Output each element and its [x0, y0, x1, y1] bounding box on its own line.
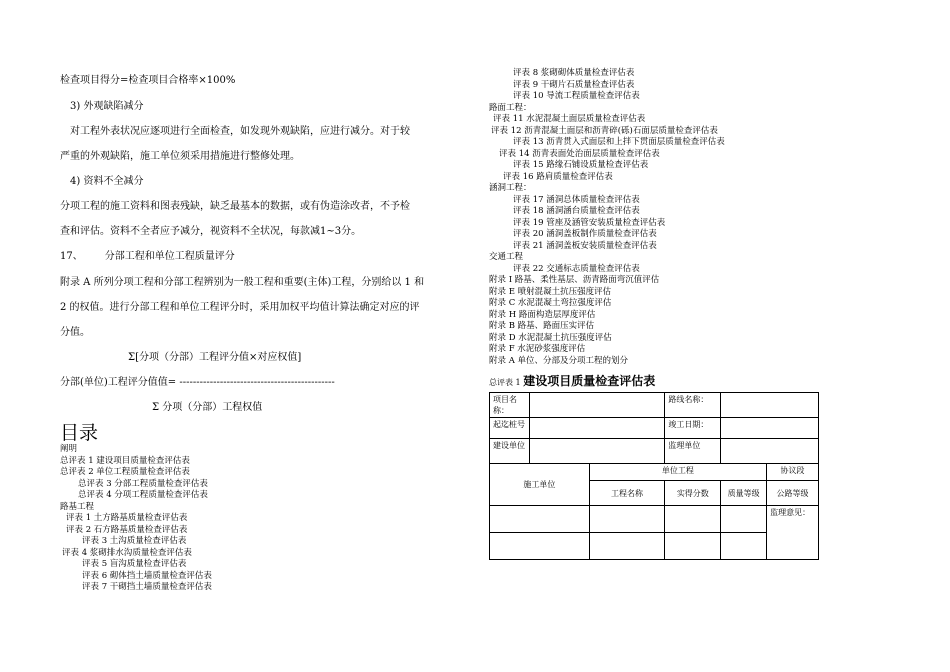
toc-entry: 附录 C 水泥混凝土弯拉强度评估 [489, 298, 612, 308]
form-row-blank-1 [490, 506, 819, 533]
toc-entry: 附录 I 路基、柔性基层、沥青路面弯沉值评估 [489, 275, 660, 285]
summary-table-title: 建设项目质量检查评估表 [523, 374, 656, 388]
section-3-body-line-2: 严重的外观缺陷，施工单位须采用措施进行整修处理。 [60, 151, 300, 162]
toc-entry: 总评表 1 建设项目质量检查评估表 [60, 455, 190, 466]
toc-entry: 附录 B 路基、路面压实评估 [489, 321, 595, 331]
toc-list-right [489, 68, 819, 367]
toc-entry: 评表 6 砌体挡土墙质量检查评估表 [82, 570, 212, 581]
toc-entry: 评表 1 土方路基质量检查评估表 [66, 513, 188, 523]
project-name-column: 工程名称 [589, 481, 665, 506]
toc-list-left [60, 444, 465, 594]
toc-entry: 评表 22 交通标志质量检查评估表 [513, 263, 640, 274]
contractor-label: 施工单位 [490, 464, 590, 506]
right-column [489, 68, 819, 560]
section-4-body-line-2: 查和评估。资料不全者应予减分，视资料不全状况，每款减1~3分。 [60, 226, 362, 237]
toc-entry: 总评表 4 分项工程质量检查评估表 [78, 490, 208, 500]
toc-entry: 路基工程 [60, 501, 95, 512]
toc-entry: 评表 3 土沟质量检查评估表 [82, 536, 187, 546]
form-row-project [490, 393, 819, 418]
station-label: 起迄桩号 [490, 418, 530, 439]
toc-entry: 评表 7 干砌挡土墙质量检查评估表 [82, 582, 212, 592]
toc-entry: 评表 2 石方路基质量检查评估表 [66, 524, 188, 535]
toc-entry: 评表 11 水泥混凝土面层质量检查评估表 [493, 114, 646, 124]
toc-entry: 附录 F 水泥砂浆强度评估 [489, 344, 586, 354]
road-grade-label: 公路等级 [767, 481, 819, 506]
summary-form-table [489, 392, 819, 560]
toc-entry: 涵洞工程： [489, 183, 532, 193]
toc-entry: 评表 14 沥青表面处治面层质量检查评估表 [499, 148, 660, 159]
section-4-title: 4) 资料不全减分 [70, 176, 144, 187]
score-formula: 检查项目得分=检查项目合格率×100% [60, 75, 236, 86]
toc-entry: 评表 18 涵洞涵台质量检查评估表 [513, 206, 640, 216]
toc-entry: 评表 16 路肩质量检查评估表 [503, 171, 613, 182]
section-17-heading [60, 251, 465, 263]
form-row-station [490, 418, 819, 439]
formula-denominator: Σ 分项（分部）工程权值 [152, 402, 263, 413]
toc-entry: 评表 13 沥青贯入式面层和上拌下贯面层质量检查评估表 [513, 137, 725, 147]
form-row-unit-header [490, 464, 819, 481]
section-17-number: 17、 [60, 251, 83, 262]
toc-entry: 评表 9 干砌片石质量检查评估表 [513, 79, 635, 90]
section-17-body-line-2: 2 的权值。进行分部工程和单位工程评分时，采用加权平均值计算法确定对应的评 [60, 302, 420, 313]
toc-entry: 总评表 2 单位工程质量检查评估表 [60, 467, 190, 477]
completion-date-value [721, 418, 819, 439]
supervisor-label: 监理单位 [665, 439, 721, 464]
section-3-body-line-1: 对工程外表状况应逐项进行全面检查，如发现外观缺陷，应进行减分。对于较 [70, 126, 410, 137]
toc-entry: 评表 19 管座及涵管安装质量检查评估表 [513, 217, 666, 228]
toc-entry: 附录 H 路面构造层厚度评估 [489, 309, 596, 320]
summary-table-prefix: 总评表 1 [489, 378, 521, 387]
toc-entry: 评表 8 浆砌砌体质量检查评估表 [513, 68, 635, 78]
supervisor-opinion-label: 监理意见： [767, 506, 819, 560]
quality-column: 质量等级 [721, 481, 767, 506]
supervisor-value [721, 439, 819, 464]
form-row-builder [490, 439, 819, 464]
builder-value [529, 439, 664, 464]
toc-entry: 附录 A 单位、分部及分项工程的划分 [489, 355, 629, 366]
left-column [60, 68, 465, 594]
toc-entry: 评表 5 盲沟质量检查评估表 [82, 559, 187, 569]
completion-date-label: 竣工日期： [665, 418, 721, 439]
project-name-value [529, 393, 664, 418]
toc-entry: 评表 10 导流工程质量检查评估表 [513, 91, 640, 101]
toc-entry: 评表 12 沥青混凝土面层和沥青碎(砾)石面层质量检查评估表 [491, 125, 718, 136]
project-name-label: 项目名称： [490, 393, 530, 418]
toc-entry: 路面工程： [489, 102, 532, 113]
unit-project-label: 单位工程 [589, 464, 766, 481]
toc-entry: 附录 E 喷射混凝土抗压强度评估 [489, 286, 612, 297]
score-column: 实得分数 [665, 481, 721, 506]
toc-entry: 交通工程 [489, 252, 524, 262]
toc-entry: 附录 D 水泥混凝土抗压强度评估 [489, 332, 612, 343]
section-17-title: 分部工程和单位工程质量评分 [104, 251, 235, 262]
formula-numerator: Σ[分项（分部）工程评分值×对应权值] [128, 352, 302, 363]
agreement-label: 协议段 [767, 464, 819, 481]
toc-entry: 评表 15 路缘石铺设质量检查评估表 [513, 160, 649, 170]
toc-entry: 评表 20 涵洞盖板制作质量检查评估表 [513, 229, 657, 239]
toc-entry: 阐明 [60, 444, 78, 454]
section-4-body-line-1: 分项工程的施工资料和图表残缺，缺乏最基本的数据，或有伪造涂改者，不予检 [60, 201, 410, 212]
summary-table-heading [489, 372, 819, 389]
route-name-label: 路线名称： [665, 393, 721, 418]
toc-entry: 评表 4 浆砌排水沟质量检查评估表 [62, 547, 192, 558]
toc-entry: 评表 21 涵洞盖板安装质量检查评估表 [513, 240, 657, 251]
route-name-value [721, 393, 819, 418]
station-value [529, 418, 664, 439]
toc-entry: 总评表 3 分部工程质量检查评估表 [78, 478, 208, 489]
section-17-body-line-1: 附录 A 所列分项工程和分部工程辨别为一般工程和重要(主体)工程，分别给以 1 和 [60, 277, 425, 288]
toc-entry: 评表 17 涵洞总体质量检查评估表 [513, 194, 640, 205]
toc-title: 目录 [60, 422, 99, 444]
builder-label: 建设单位 [490, 439, 530, 464]
section-3-title: 3) 外观缺陷减分 [70, 101, 144, 112]
formula-lhs: 分部(单位)工程评分值值= ---------------------------------------------- [60, 377, 335, 388]
section-17-body-line-3: 分值。 [60, 327, 90, 338]
